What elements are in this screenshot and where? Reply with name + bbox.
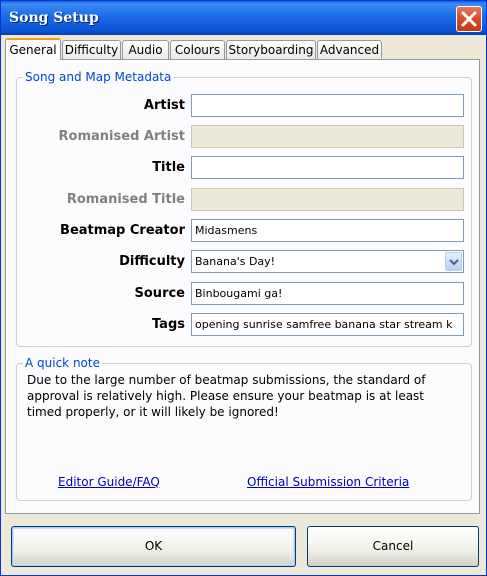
ok-button[interactable]: OK bbox=[11, 526, 296, 567]
title-label: Title bbox=[152, 160, 185, 175]
romanised-title-row bbox=[17, 188, 467, 212]
difficulty-row bbox=[17, 250, 467, 274]
quick-note-text: Due to the large number of beatmap submissions, the standard of approval is relatively high. Please ensure your beatmap is at least timed properly, or it will likely be ignored! bbox=[27, 373, 426, 419]
romanised-title-input bbox=[191, 188, 464, 211]
difficulty-select[interactable] bbox=[191, 250, 464, 273]
tab-general[interactable]: General bbox=[5, 38, 61, 60]
tab-difficulty[interactable]: Difficulty bbox=[62, 40, 121, 59]
source-label: Source bbox=[134, 286, 185, 301]
window-title: Song Setup bbox=[9, 10, 99, 26]
editor-guide-link[interactable]: Editor Guide/FAQ bbox=[58, 475, 160, 489]
cancel-button[interactable]: Cancel bbox=[307, 526, 479, 567]
tags-label: Tags bbox=[151, 317, 185, 332]
difficulty-label: Difficulty bbox=[119, 254, 185, 269]
title-input[interactable] bbox=[191, 156, 464, 179]
general-tab-panel bbox=[5, 59, 480, 514]
title-bar[interactable] bbox=[1, 1, 486, 35]
artist-label: Artist bbox=[143, 98, 185, 113]
difficulty-selected-value: Banana's Day! bbox=[195, 255, 276, 268]
tab-colours[interactable]: Colours bbox=[170, 40, 225, 59]
creator-row bbox=[17, 219, 467, 243]
source-input[interactable] bbox=[191, 282, 464, 305]
quick-note-legend: A quick note bbox=[25, 356, 100, 370]
romanised-artist-label: Romanised Artist bbox=[58, 129, 185, 144]
tab-storyboarding[interactable]: Storyboarding bbox=[226, 40, 316, 59]
tags-row bbox=[17, 313, 467, 337]
difficulty-dropdown-button[interactable] bbox=[445, 252, 462, 271]
tab-audio[interactable]: Audio bbox=[122, 40, 169, 59]
romanised-artist-input bbox=[191, 125, 464, 148]
romanised-artist-row bbox=[17, 125, 467, 149]
close-icon bbox=[461, 11, 477, 27]
title-row bbox=[17, 156, 467, 180]
quick-note-group bbox=[16, 356, 472, 501]
tab-advanced[interactable]: Advanced bbox=[317, 40, 382, 59]
romanised-title-label: Romanised Title bbox=[66, 192, 185, 207]
chevron-down-icon bbox=[449, 259, 459, 266]
artist-input[interactable] bbox=[191, 94, 464, 117]
artist-row bbox=[17, 94, 467, 118]
metadata-group bbox=[16, 70, 472, 347]
close-button[interactable] bbox=[456, 6, 482, 32]
tags-input[interactable] bbox=[191, 313, 464, 336]
creator-label: Beatmap Creator bbox=[60, 223, 185, 238]
submission-criteria-link[interactable]: Official Submission Criteria bbox=[247, 475, 410, 489]
creator-input[interactable] bbox=[191, 219, 464, 242]
metadata-legend: Song and Map Metadata bbox=[25, 70, 172, 84]
source-row bbox=[17, 282, 467, 306]
